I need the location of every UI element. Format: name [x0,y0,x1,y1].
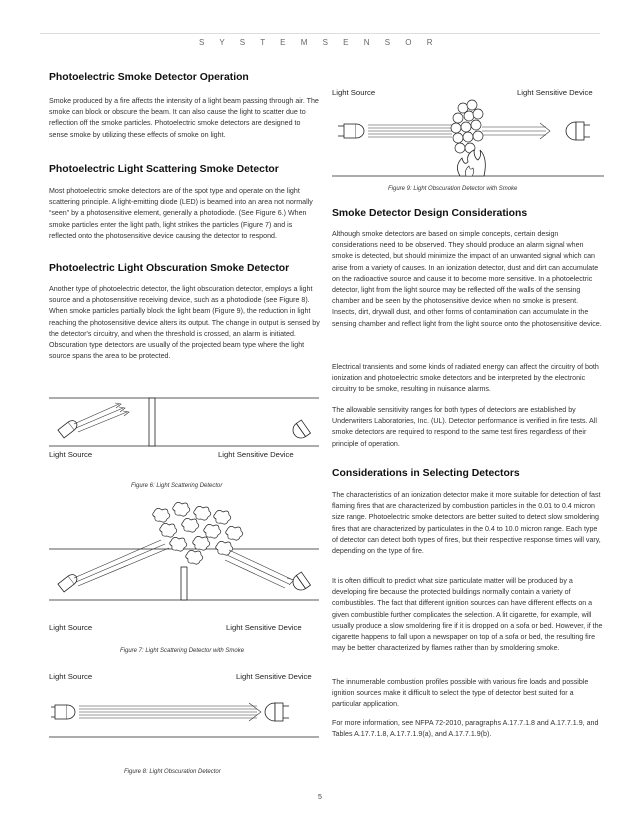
brand-header: S Y S T E M S E N S O R [198,38,440,47]
section-title-scattering: Photoelectric Light Scattering Smoke Detector [49,164,279,175]
paragraph-design-1: Although smoke detectors are based on simple concepts, certain design considerations need to be observed. They should produce an alarm signal when smoke is detected, but should minimize the impact of an unwanted signal which can arise from a variety of causes. In an ionization detector, dust and dirt can accumulate on the radioactive source and cause it to become more sensitive. In a photoelectric detector, light from the light source may be reflected off the walls of the sensing chamber and be seen by the photosensitive device when no smoke is present. Insects, dirt, drywall dust, and other forms of contamination can accumulate in the sensing chamber and reflect light from the light source onto the photosensitive device. [332,230,602,328]
section-title-design: Smoke Detector Design Considerations [332,208,528,219]
paragraph-obscuration: Another type of photoelectric detector, the light obscuration detector, employs a light source and a photosensitive receiving device, such as a photodiode (see Figure 8). When smoke particles partially block the light beam (Figure 9), the reduction in light reaching the photosensitive device alters its output. The change in output is sensed by the detector's circuitry, and when the threshold is crossed, an alarm is initiated. Obscuration type detectors are usually of the projected beam type where the light source spans the area to be protected. [49,285,320,361]
fig8-device-label: Light Sensitive Device [236,672,312,681]
fig7-source-label: Light Source [49,623,93,632]
section-title-operation: Photoelectric Smoke Detector Operation [49,72,249,83]
figure-9-diagram [332,96,604,180]
paragraph-selecting-3: The innumerable combustion profiles possible with various fire loads and possible ignition sources make it difficult to select the type of detector best suited for a particular application. [332,678,589,709]
figure-7-diagram [49,500,319,604]
fig7-device-label: Light Sensitive Device [226,623,302,632]
figure-7-caption: Figure 7: Light Scattering Detector with Smoke [120,648,245,654]
paragraph-more-info: For more information, see NFPA 72-2010, paragraphs A.17.7.1.8 and A.17.7.1.9, and Tables A.17.7.1.8, A.17.7.1.9(a), and A.17.7.1.9(b). [332,719,599,739]
paragraph-scattering: Most photoelectric smoke detectors are of the spot type and operate on the light scattering principle. A light-emitting diode (LED) is beamed into an area not normally “seen” by a photosensitive element, generally a photodiode. (See Figure 6.) When smoke particles enter the light path, light strikes the particles (Figure 7) and is reflected onto the photosensitive device causing the detector to respond. [49,187,313,240]
fig6-device-label: Light Sensitive Device [218,450,294,459]
header-rule [40,33,600,34]
figure-6-diagram [49,368,319,450]
section-title-obscuration: Photoelectric Light Obscuration Smoke Detector [49,263,290,274]
paragraph-design-2: Electrical transients and some kinds of radiated energy can affect the circuitry of both ionization and photoelectric smoke detectors and be interpreted by the electronic circuitry to be smoke, resulting in nuisance alarms. [332,363,599,394]
paragraph-selecting-1: The characteristics of an ionization detector make it more suitable for detection of fast flaming fires that are characterized by combustion particles in the 0.01 to 0.4 micron size range. Photoelectric smoke detectors are better suited to detect slow smoldering fires that are characterized by particulates in the 0.4 to 10.0 micron range. Each type of detector can detect both types of fires, but their respective response times will vary, depending on the type of fire. [332,491,601,556]
section-title-selecting: Considerations in Selecting Detectors [332,468,520,479]
page-number: 5 [318,794,322,801]
fig9-source-label: Light Source [332,88,376,97]
paragraph-operation: Smoke produced by a fire affects the intensity of a light beam passing through air. The smoke can block or obscure the beam. It can also cause the light to scatter due to reflection off the smoke particles. Photoelectric smoke detectors are designed to sense smoke by utilizing these effects of smoke on light. [49,97,319,139]
figure-6-caption: Figure 6: Light Scattering Detector [131,483,223,489]
paragraph-design-3: The allowable sensitivity ranges for both types of detectors are established by Underwriters Laboratories, Inc. (UL). Detector performance is verified in fire tests. All smoke detectors are required to respond to the same test fires regardless of their principle of operation. [332,406,597,448]
fig8-source-label: Light Source [49,672,93,681]
figure-8-caption: Figure 8: Light Obscuration Detector [124,769,221,775]
paragraph-selecting-2: It is often difficult to predict what size particulate matter will be produced by a developing fire because the protected buildings normally contain a variety of combustibles. The fact that different ignition sources can have different effects on a given combustible further complicates the selection. A lit cigarette, for example, will usually produce a slow smoldering fire if it is dropped on a sofa or bed. However, if the cigarette happens to fall upon a newspaper on top of a sofa or bed, the resulting fire may be better characterized by flames rather than by smoldering smoke. [332,577,603,653]
fig6-source-label: Light Source [49,450,93,459]
figure-9-caption: Figure 9: Light Obscuration Detector with Smoke [388,186,518,192]
figure-8-diagram [49,685,319,755]
fig9-device-label: Light Sensitive Device [517,88,593,97]
